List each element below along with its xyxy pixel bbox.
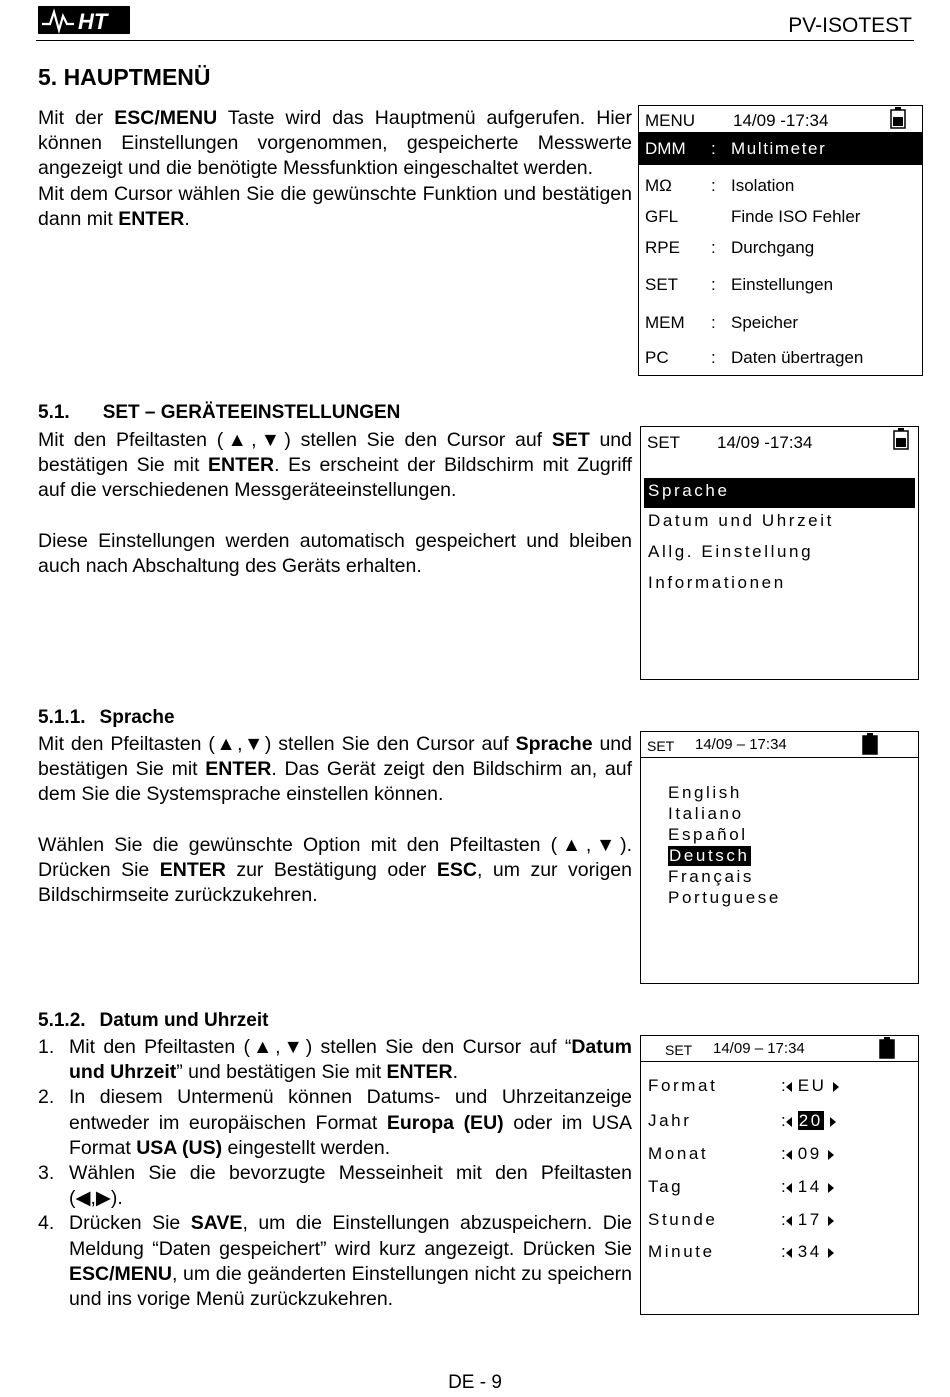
arrow-left-icon[interactable]: [786, 1150, 792, 1160]
step-4: 4. Drücken Sie SAVE, um die Einstellungen abzuspeichern. Die Meldung “Daten gespeichert” wird kurz angezeigt. Drücken Sie ESC/MENU, um die geänderten Einstellungen nicht zu speichern und ins vorige Menü zurückzukehren.: [38, 1212, 632, 1311]
field-stunde-label: Stunde: [648, 1210, 718, 1229]
datetime-screen: [640, 1035, 919, 1315]
menu-item-rpe[interactable]: RPE : Durchgang: [645, 238, 815, 257]
arrow-right-icon[interactable]: [828, 1150, 834, 1160]
arrow-left-icon[interactable]: [786, 1216, 792, 1226]
screen-title: SET: [647, 738, 675, 754]
screen-datetime: 14/09 -17:34: [733, 111, 829, 130]
section-5-1-title: 5.1. SET – GERÄTEEINSTELLUNGEN: [38, 402, 401, 423]
section-5-1-1-title: 5.1.1. Sprache: [38, 707, 175, 728]
section-5-text: Mit der ESC/MENU Taste wird das Hauptmenü aufgerufen. Hier können Einstellungen vorgenommen, gespeicherte Messwerte angezeigt und die benötigte Messfunktion eingeschaltet werden. Mit dem Cursor wählen Sie die gewünschte Funktion und bestätigen dann mit ENTER.: [38, 107, 632, 230]
field-jahr-label: Jahr: [648, 1111, 692, 1130]
arrow-right-icon[interactable]: [830, 1117, 836, 1127]
field-tag-value[interactable]: : 14: [781, 1177, 834, 1197]
ht-logo: [38, 6, 130, 34]
language-option-espanol[interactable]: Español: [668, 825, 748, 844]
arrow-left-icon[interactable]: [786, 1117, 792, 1127]
section-5-1-text: Mit den Pfeiltasten (▲,▼) stellen Sie den Cursor auf SET und bestätigen Sie mit ENTER. Es erscheint der Bildschirm mit Zugriff auf die verschiedenen Messgeräteeinstellungen. Diese Einstellungen werden automatisch gespeichert und bleiben auch nach Abschaltung des Geräts erhalten.: [38, 429, 633, 577]
field-minute-label: Minute: [648, 1242, 715, 1261]
arrow-right-icon[interactable]: [833, 1082, 839, 1092]
battery-icon: [890, 107, 906, 129]
screen-datetime: 14/09 – 17:34: [713, 1040, 805, 1057]
main-menu-screen: [638, 105, 923, 376]
section-5-title: 5. HAUPTMENÜ: [38, 64, 211, 90]
field-monat-label: Monat: [648, 1144, 709, 1163]
set-item-sprache[interactable]: Sprache: [644, 478, 915, 508]
screen-title: MENU: [645, 111, 696, 130]
menu-item-mem[interactable]: MEM : Speicher: [645, 313, 799, 332]
language-option-deutsch[interactable]: Deutsch: [669, 846, 750, 865]
header-rule: [36, 40, 914, 41]
step-1: 1. Mit den Pfeiltasten (▲,▼) stellen Sie den Cursor auf “Datum und Uhrzeit” und bestätigen Sie mit ENTER.: [38, 1036, 632, 1084]
page-number: DE - 9: [448, 1372, 502, 1393]
field-format-label: Format: [648, 1076, 718, 1095]
language-option-portuguese[interactable]: Portuguese: [668, 888, 781, 907]
language-option-italiano[interactable]: Italiano: [668, 804, 744, 823]
arrow-right-icon[interactable]: [828, 1183, 834, 1193]
field-monat-value[interactable]: : 09: [781, 1144, 834, 1164]
arrow-right-icon[interactable]: [828, 1216, 834, 1226]
menu-item-gfl[interactable]: GFL Finde ISO Fehler: [645, 207, 861, 226]
field-format-value[interactable]: : EU: [781, 1076, 839, 1096]
menu-item-isolation[interactable]: MΩ : Isolation: [645, 176, 795, 195]
battery-icon: [879, 1037, 895, 1059]
field-minute-value[interactable]: : 34: [781, 1242, 834, 1262]
set-menu-screen: [640, 426, 919, 680]
language-option-francais[interactable]: Français: [668, 867, 754, 886]
arrow-left-icon[interactable]: [786, 1082, 792, 1092]
section-5-1-1-text: Mit den Pfeiltasten (▲,▼) stellen Sie den Cursor auf Sprache und bestätigen Sie mit ENTER. Das Gerät zeigt den Bildschirm an, auf dem Sie die Systemsprache einstellen können. Wählen Sie die gewünschte Option mit den Pfeiltasten (▲,▼). Drücken Sie ENTER zur Bestätigung oder ESC, um zur vorigen Bildschirmseite zurückzukehren.: [38, 733, 633, 907]
set-item-allg-einstellung[interactable]: Allg. Einstellung: [648, 542, 814, 561]
menu-item-set[interactable]: SET : Einstellungen: [645, 275, 834, 294]
field-tag-label: Tag: [648, 1177, 684, 1196]
language-option-english[interactable]: English: [668, 783, 742, 802]
set-item-datum-uhrzeit[interactable]: Datum und Uhrzeit: [648, 511, 834, 530]
menu-item-dmm[interactable]: DMM : Multimeter: [639, 132, 922, 165]
screen-datetime: 14/09 -17:34: [717, 433, 813, 452]
menu-item-pc[interactable]: PC : Daten übertragen: [645, 348, 864, 367]
arrow-right-icon[interactable]: [828, 1248, 834, 1258]
language-screen: [640, 731, 919, 984]
section-5-1-2-title: 5.1.2. Datum und Uhrzeit: [38, 1010, 269, 1031]
field-stunde-value[interactable]: : 17: [781, 1210, 834, 1230]
arrow-left-icon[interactable]: [786, 1248, 792, 1258]
battery-icon: [893, 428, 909, 450]
section-5-1-2-steps: [38, 1035, 632, 1312]
product-name: PV-ISOTEST: [788, 14, 912, 37]
field-jahr-value[interactable]: : 20: [781, 1111, 836, 1131]
set-item-informationen[interactable]: Informationen: [648, 573, 786, 592]
arrow-left-icon[interactable]: [786, 1183, 792, 1193]
step-3: 3. Wählen Sie die bevorzugte Messeinheit mit den Pfeiltasten (◀,▶).: [38, 1162, 632, 1210]
svg-text:HT: HT: [78, 9, 108, 34]
screen-datetime: 14/09 – 17:34: [695, 736, 787, 753]
battery-icon: [862, 733, 878, 755]
screen-title: SET: [665, 1042, 693, 1058]
step-2: 2. In diesem Untermenü können Datums- und Uhrzeitanzeige entweder im europäischen Format Europa (EU) oder im USA Format USA (US) eingestellt werden.: [38, 1086, 633, 1159]
screen-title: SET: [647, 433, 681, 452]
